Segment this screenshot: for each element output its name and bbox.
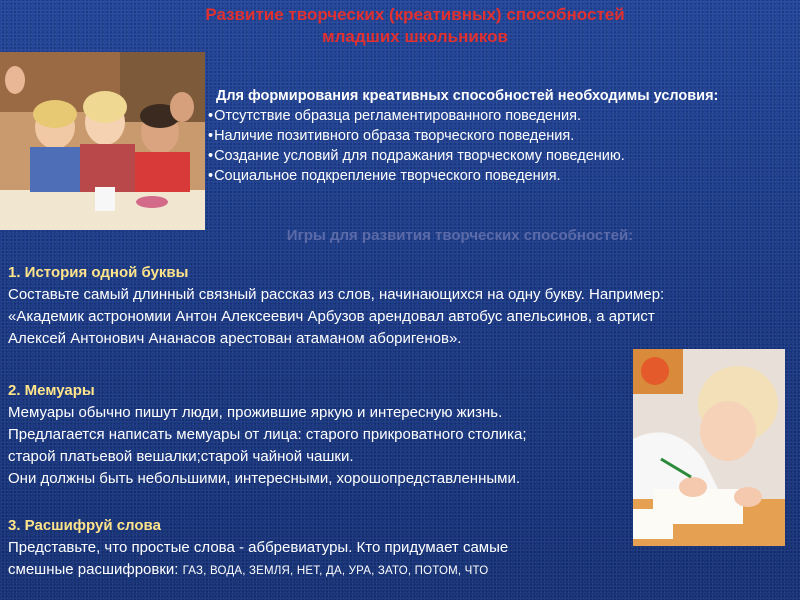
games-heading: Игры для развития творческих способностей: xyxy=(286,227,634,244)
conditions-item-text: Социальное подкрепление творческого поведения. xyxy=(214,168,561,184)
game-text-line: Предлагается написать мемуары от лица: старого прикроватного столика; xyxy=(8,426,527,443)
bullet-marker: • xyxy=(208,168,214,184)
words-list: ГАЗ, ВОДА, ЗЕМЛЯ, НЕТ, ДА, УРА, ЗАТО, ПОТОМ, ЧТО xyxy=(182,565,489,577)
game-text-prefix: смешные расшифровки: xyxy=(8,561,183,578)
game-text-line: Алексей Антонович Ананасов арестован атаманом аборигенов». xyxy=(8,330,462,347)
bullet-marker: • xyxy=(208,148,214,164)
conditions-block xyxy=(208,86,798,186)
conditions-item-text: Создание условий для подражания творческому поведению. xyxy=(214,148,625,164)
conditions-item xyxy=(208,166,798,186)
game-block-3 xyxy=(8,515,628,582)
conditions-heading: Для формирования креативных способностей необходимы условия: xyxy=(216,88,719,104)
conditions-item xyxy=(208,146,798,166)
game-title: 1. История одной буквы xyxy=(8,264,189,281)
children-playing-photo xyxy=(0,52,205,230)
game-text-line: Представьте, что простые слова - аббревиатуры. Кто придумает самые xyxy=(8,539,509,556)
game-text-line: Мемуары обычно пишут люди, прожившие яркую и интересную жизнь. xyxy=(8,404,503,421)
slide-title-line-1: Развитие творческих (креативных) способностей xyxy=(205,5,625,24)
game-text-line: Они должны быть небольшими, интересными, хорошопредставленными. xyxy=(8,470,520,487)
game-text-line: Составьте самый длинный связный рассказ из слов, начинающихся на одну букву. Например: xyxy=(8,286,665,303)
child-drawing-photo xyxy=(633,349,785,546)
conditions-item xyxy=(208,106,798,126)
game-block-1 xyxy=(8,262,798,350)
conditions-item-text: Отсутствие образца регламентированного поведения. xyxy=(214,108,581,124)
slide-title xyxy=(150,4,680,48)
game-title: 3. Расшифруй слова xyxy=(8,517,161,534)
bullet-marker: • xyxy=(208,128,214,144)
game-block-2 xyxy=(8,380,628,490)
slide-title-line-2: младших школьников xyxy=(322,27,508,46)
game-text-line: «Академик астрономии Антон Алексеевич Арбузов арендовал автобус апельсинов, а артист xyxy=(8,308,655,325)
conditions-item xyxy=(208,126,798,146)
game-text-line xyxy=(8,559,628,582)
bullet-marker: • xyxy=(208,108,214,124)
conditions-item-text: Наличие позитивного образа творческого поведения. xyxy=(214,128,575,144)
game-text-line: старой платьевой вешалки;старой чайной чашки. xyxy=(8,448,354,465)
game-title: 2. Мемуары xyxy=(8,382,95,399)
